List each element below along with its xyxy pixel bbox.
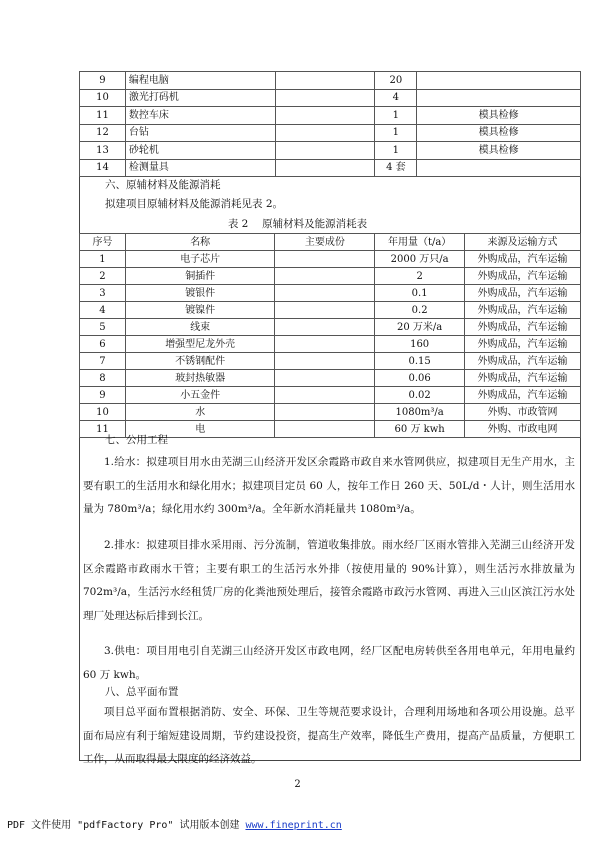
cell-comp xyxy=(275,302,375,319)
cell-comp xyxy=(275,336,375,353)
cell-spec xyxy=(275,142,375,160)
table-row xyxy=(80,268,581,285)
cell-no: 10 xyxy=(80,89,126,107)
cell-no: 6 xyxy=(80,336,126,353)
cell-qty: 0.02 xyxy=(375,387,465,404)
table-row xyxy=(80,159,581,177)
cell-no: 4 xyxy=(80,302,126,319)
cell-comp xyxy=(275,370,375,387)
cell-no: 1 xyxy=(80,251,126,268)
table-row xyxy=(80,142,581,160)
cell-comp xyxy=(275,268,375,285)
cell-src: 外购成品，汽车运输 xyxy=(465,319,581,336)
header-name: 名称 xyxy=(125,234,275,251)
cell-no: 14 xyxy=(80,159,126,177)
cell-name: 镀银件 xyxy=(125,285,275,302)
cell-comp xyxy=(275,319,375,336)
cell-qty: 2000 万只/a xyxy=(375,251,465,268)
cell-note: 模具检修 xyxy=(417,124,581,142)
cell-name: 电子芯片 xyxy=(125,251,275,268)
header-annual-qty: 年用量（t/a） xyxy=(375,234,465,251)
cell-src: 外购成品，汽车运输 xyxy=(465,353,581,370)
cell-no: 13 xyxy=(80,142,126,160)
cell-src: 外购成品，汽车运输 xyxy=(465,302,581,319)
cell-qty: 2 xyxy=(375,268,465,285)
cell-comp xyxy=(275,421,375,438)
cell-name: 编程电脑 xyxy=(125,72,275,90)
cell-qty: 20 xyxy=(375,72,417,90)
cell-comp xyxy=(275,353,375,370)
cell-spec xyxy=(275,107,375,125)
cell-src: 外购、市政电网 xyxy=(465,421,581,438)
footer-text: PDF 文件使用 "pdfFactory Pro" 试用版本创建 xyxy=(7,820,246,831)
table-row xyxy=(80,107,581,125)
cell-name: 镀镍件 xyxy=(125,302,275,319)
cell-no: 9 xyxy=(80,72,126,90)
table-row xyxy=(80,387,581,404)
table-row xyxy=(80,89,581,107)
cell-qty: 4 套 xyxy=(375,159,417,177)
cell-qty: 20 万米/a xyxy=(375,319,465,336)
materials-table xyxy=(79,233,581,438)
cell-comp xyxy=(275,387,375,404)
cell-qty: 160 xyxy=(375,336,465,353)
cell-no: 11 xyxy=(80,421,126,438)
para-water-supply: 1.给水：拟建项目用水由芜湖三山经济开发区余霞路市政自来水管网供应，拟建项目无生产用水，主要有职工的生活用水和绿化用水；拟建项目定员 60 人，按年工作日 260 天、50L/d・人计，则生活用水量为 780m³/a；绿化用水约 300m³/a。全年新水消耗量共 1080m³/a。 xyxy=(83,456,575,516)
table-row xyxy=(80,251,581,268)
table-row xyxy=(80,353,581,370)
cell-name: 不锈钢配件 xyxy=(125,353,275,370)
cell-qty: 4 xyxy=(375,89,417,107)
section6-heading: 六、原辅材料及能源消耗 xyxy=(105,179,221,191)
cell-no: 12 xyxy=(80,124,126,142)
cell-src: 外购成品，汽车运输 xyxy=(465,251,581,268)
table-row xyxy=(80,336,581,353)
cell-qty: 0.2 xyxy=(375,302,465,319)
cell-note xyxy=(417,72,581,90)
cell-note xyxy=(417,89,581,107)
cell-name: 激光打码机 xyxy=(125,89,275,107)
cell-note xyxy=(417,159,581,177)
cell-comp xyxy=(275,251,375,268)
cell-qty: 60 万 kwh xyxy=(375,421,465,438)
cell-src: 外购成品，汽车运输 xyxy=(465,387,581,404)
table-row xyxy=(80,285,581,302)
cell-src: 外购成品，汽车运输 xyxy=(465,370,581,387)
table-row xyxy=(80,302,581,319)
cell-name: 玻封热敏器 xyxy=(125,370,275,387)
cell-name: 线束 xyxy=(125,319,275,336)
cell-spec xyxy=(275,159,375,177)
cell-no: 7 xyxy=(80,353,126,370)
table-row xyxy=(80,124,581,142)
cell-no: 2 xyxy=(80,268,126,285)
cell-src: 外购、市政管网 xyxy=(465,404,581,421)
header-composition: 主要成份 xyxy=(275,234,375,251)
cell-note: 模具检修 xyxy=(417,142,581,160)
cell-name: 台钻 xyxy=(125,124,275,142)
cell-comp xyxy=(275,404,375,421)
cell-name: 数控车床 xyxy=(125,107,275,125)
equipment-table xyxy=(79,71,581,177)
cell-spec xyxy=(275,89,375,107)
header-source: 来源及运输方式 xyxy=(465,234,581,251)
section7-heading: 七、公用工程 xyxy=(105,434,168,446)
cell-no: 9 xyxy=(80,387,126,404)
cell-no: 3 xyxy=(80,285,126,302)
cell-name: 电 xyxy=(125,421,275,438)
para-layout: 项目总平面布置根据消防、安全、环保、卫生等规范要求设计，合理利用场地和各项公用设施。总平面布局应有利于缩短建设周期，节约建设投资，提高生产效率，降低生产费用，提高产品质量，方便职工工作，从而取得最大限度的经济效益。 xyxy=(83,706,575,766)
cell-qty: 1 xyxy=(375,142,417,160)
cell-src: 外购成品，汽车运输 xyxy=(465,336,581,353)
cell-no: 10 xyxy=(80,404,126,421)
cell-qty: 1 xyxy=(375,107,417,125)
cell-spec xyxy=(275,72,375,90)
table-row xyxy=(80,72,581,90)
cell-name: 铜插件 xyxy=(125,268,275,285)
cell-qty: 1 xyxy=(375,124,417,142)
cell-name: 小五金件 xyxy=(125,387,275,404)
cell-note: 模具检修 xyxy=(417,107,581,125)
cell-no: 5 xyxy=(80,319,126,336)
cell-spec xyxy=(275,124,375,142)
header-no: 序号 xyxy=(80,234,126,251)
footer-link[interactable]: www.fineprint.cn xyxy=(245,820,342,831)
cell-name: 增强型尼龙外壳 xyxy=(125,336,275,353)
pdf-footer xyxy=(7,816,342,831)
cell-qty: 0.15 xyxy=(375,353,465,370)
table-row xyxy=(80,370,581,387)
cell-qty: 0.06 xyxy=(375,370,465,387)
cell-src: 外购成品，汽车运输 xyxy=(465,285,581,302)
cell-name: 水 xyxy=(125,404,275,421)
table-row xyxy=(80,404,581,421)
cell-name: 检测量具 xyxy=(125,159,275,177)
para-power: 3.供电：项目用电引自芜湖三山经济开发区市政电网，经厂区配电房转供至各用电单元，年用电量约 60 万 kwh。 xyxy=(83,645,575,681)
cell-comp xyxy=(275,285,375,302)
para-drainage: 2.排水：拟建项目排水采用雨、污分流制，管道收集排放。雨水经厂区雨水管排入芜湖三山经济开发区余霞路市政雨水干管；主要有职工的生活污水外排（按使用量的 90%计算），则生活污水排放量为 702m³/a，生活污水经租赁厂房的化粪池预处理后，接管余霞路市政污水管网、再进入三山区滨江污水处理厂处理达标后排到长江。 xyxy=(83,539,575,622)
cell-qty: 0.1 xyxy=(375,285,465,302)
table-row xyxy=(80,319,581,336)
cell-name: 砂轮机 xyxy=(125,142,275,160)
cell-qty: 1080m³/a xyxy=(375,404,465,421)
cell-no: 11 xyxy=(80,107,126,125)
cell-src: 外购成品，汽车运输 xyxy=(465,268,581,285)
section6-intro: 拟建项目原辅材料及能源消耗见表 2。 xyxy=(105,198,284,210)
page-number: 2 xyxy=(294,779,301,790)
section8-heading: 八、总平面布置 xyxy=(105,686,179,698)
cell-no: 8 xyxy=(80,370,126,387)
table2-caption: 表 2 原辅材料及能源消耗表 xyxy=(227,218,368,230)
